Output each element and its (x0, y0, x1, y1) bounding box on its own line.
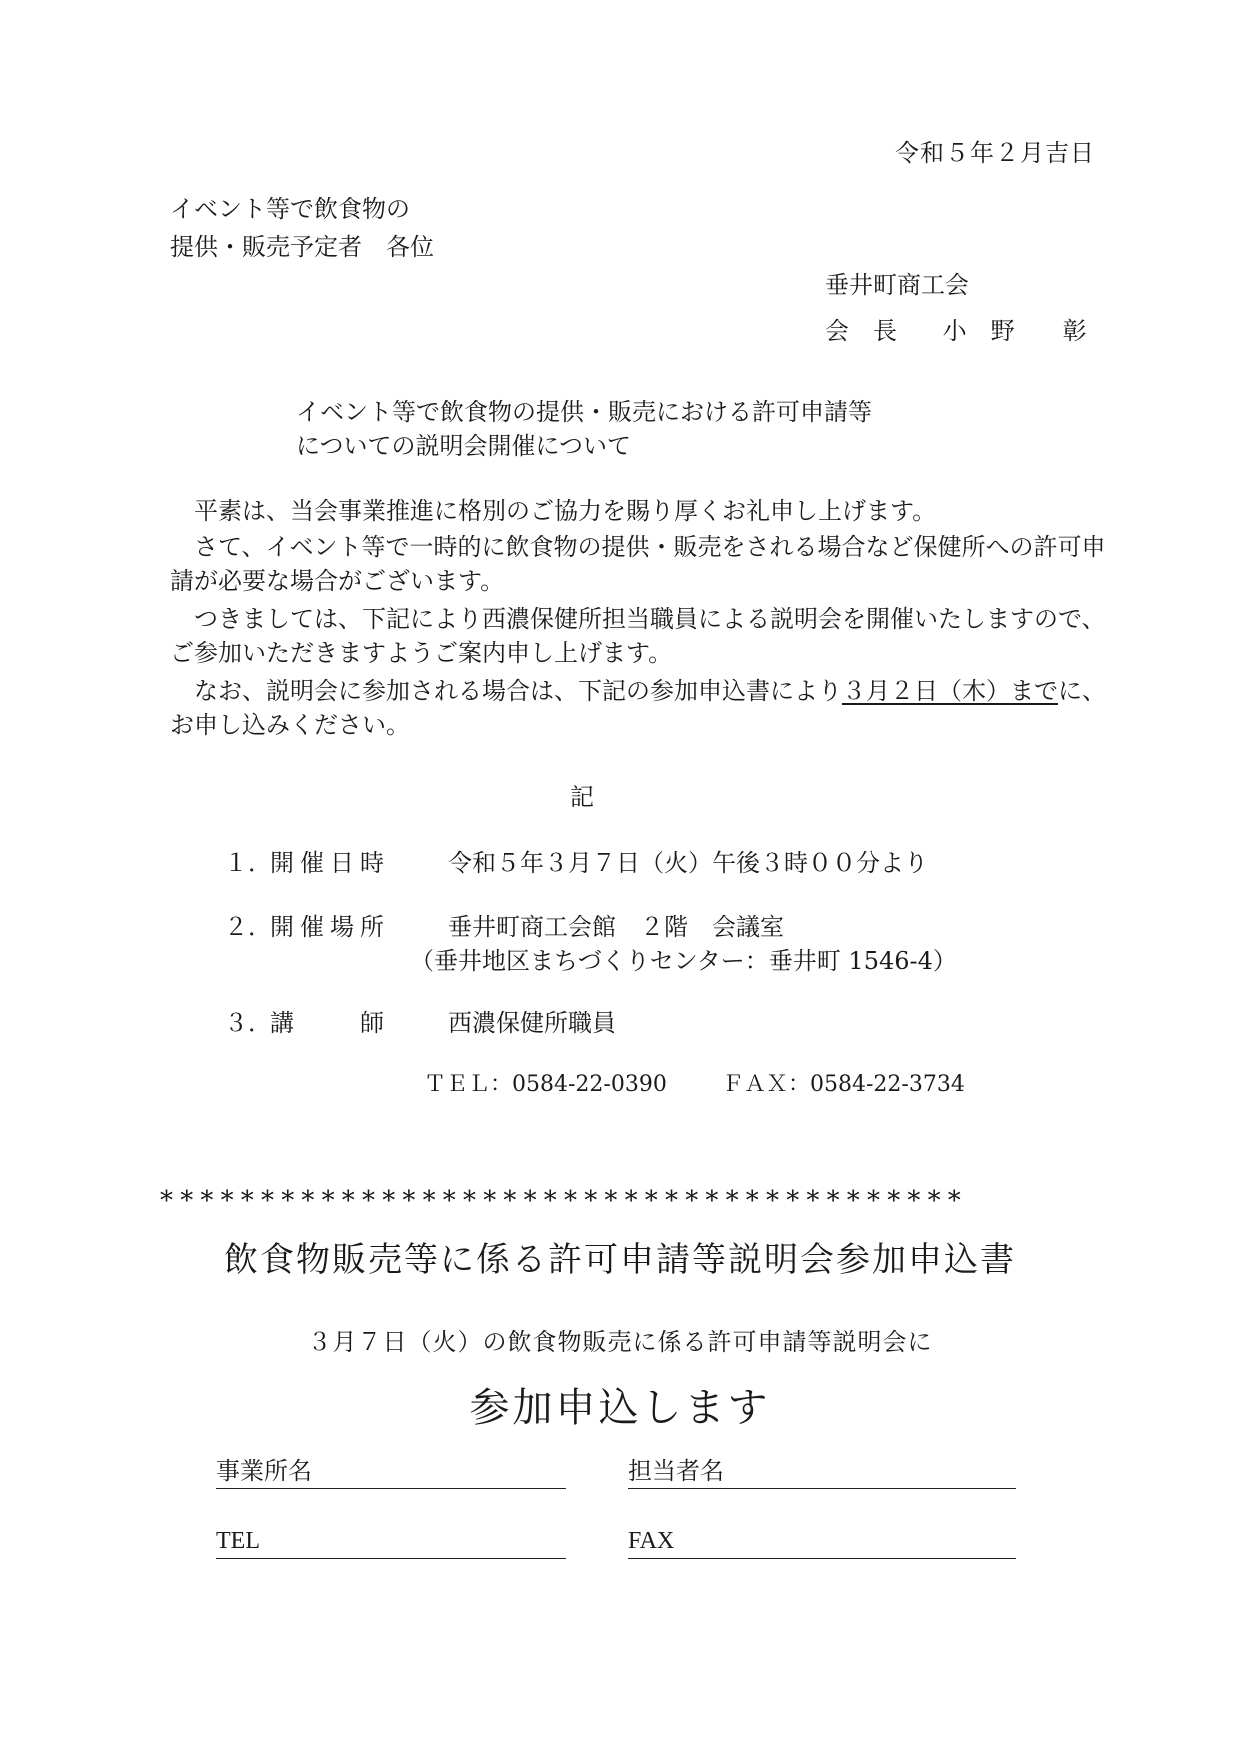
addressee-line-1: イベント等で飲食物の (170, 195, 410, 223)
body-p4-before: なお、説明会に参加される場合は、下記の参加申込書により (194, 677, 842, 705)
body-paragraph-3: つきましては、下記により西濃保健所担当職員による説明会を開催いたしますので、ご参加いただきますようご案内申し上げます。 (170, 605, 1106, 667)
subject-line-1: イベント等で飲食物の提供・販売における許可申請等 (296, 398, 872, 426)
addressee (170, 192, 434, 264)
item-venue (224, 910, 784, 944)
form-subtitle: ３月７日（火）の飲食物販売に係る許可申請等説明会に (307, 1328, 933, 1356)
form-apply-text: 参加申込します (469, 1385, 771, 1431)
contact-tel: ＴＥＬ：0584-22-0390 (424, 1072, 667, 1097)
item-lecturer (224, 1006, 616, 1040)
person-in-charge-field[interactable] (628, 1454, 1016, 1489)
addressee-line-2: 提供・販売予定者 各位 (170, 233, 434, 261)
item-label: 開催場所 (270, 913, 390, 941)
item-value: 令和５年３月７日（火）午後３時００分より (448, 849, 928, 877)
company-name-label: 事業所名 (216, 1457, 312, 1485)
fax-field[interactable] (628, 1524, 1016, 1559)
item-number: ３． (224, 1009, 272, 1037)
contact-fax: ＦＡＸ：0584-22-3734 (722, 1072, 965, 1097)
item-number: ２． (224, 913, 272, 941)
sender-name: 小 野 彰 (942, 317, 1087, 345)
sender-title: 会 長 (825, 317, 897, 345)
issue-date: 令和５年２月吉日 (895, 139, 1095, 167)
item-datetime (224, 846, 928, 880)
item-value: 垂井町商工会館 ２階 会議室 (448, 913, 784, 941)
deadline: ３月２日（木）まで (842, 677, 1058, 705)
tel-label: TEL (216, 1528, 260, 1554)
item-label: 講 師 (270, 1009, 390, 1037)
ki-heading: 記 (570, 783, 594, 811)
body-paragraph-1: 平素は、当会事業推進に格別のご協力を賜り厚くお礼申し上げます。 (194, 497, 937, 525)
sender-block (825, 268, 1095, 356)
company-name-field[interactable] (216, 1454, 566, 1489)
sender-organization: 垂井町商工会 (825, 271, 969, 299)
fax-label: FAX (628, 1528, 675, 1554)
tel-field[interactable] (216, 1524, 566, 1559)
body-paragraph-4 (170, 674, 1120, 742)
body-p4-after: に、お申し込みください。 (170, 677, 1106, 739)
item-label: 開催日時 (270, 849, 390, 877)
subject (296, 395, 872, 463)
item-value: 西濃保健所職員 (448, 1009, 616, 1037)
item-venue-detail: （垂井地区まちづくりセンター：垂井町 1546-4） (410, 947, 957, 975)
form-title: 飲食物販売等に係る許可申請等説明会参加申込書 (224, 1240, 1016, 1280)
sender-president (825, 314, 1095, 348)
body-paragraph-2: さて、イベント等で一時的に飲食物の提供・販売をされる場合など保健所への許可申請が必要な場合がございます。 (170, 533, 1106, 595)
separator-line: **************************************** (160, 1186, 968, 1216)
item-number: １． (224, 849, 272, 877)
subject-line-2: についての説明会開催について (296, 432, 632, 460)
person-in-charge-label: 担当者名 (628, 1457, 724, 1485)
